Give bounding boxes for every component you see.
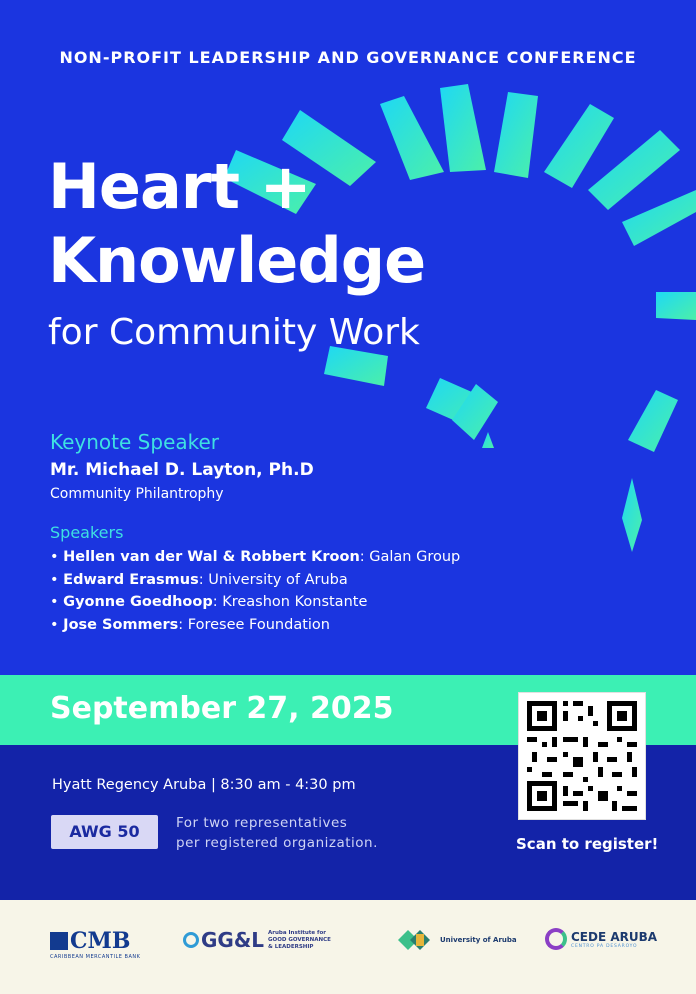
- keynote-name: Mr. Michael D. Layton, Ph.D: [50, 460, 314, 480]
- cmb-logo-mark: [50, 928, 140, 954]
- speaker-org: Kreashon Konstante: [222, 594, 368, 610]
- speaker-org: Foresee Foundation: [187, 616, 330, 633]
- ggl-subtitle-line-1: Aruba Institute for: [268, 929, 326, 936]
- hero-line-3: for Community Work: [48, 312, 420, 353]
- ua-name: University of Aruba: [440, 936, 517, 944]
- conference-title: NON-PROFIT LEADERSHIP AND GOVERNANCE CONFERENCE: [59, 48, 637, 67]
- speaker-name: Hellen van der Wal & Robbert Kroon: [63, 549, 360, 565]
- speaker-item: • Edward Erasmus: University of Aruba: [50, 571, 348, 588]
- cede-subtitle: CENTRO PA DESAROYO: [571, 943, 638, 949]
- price-badge: AWG 50: [51, 815, 158, 849]
- speaker-item: • Jose Sommers: Foresee Foundation: [50, 616, 330, 633]
- cmb-subtitle: CARIBBEAN MERCANTILE BANK: [50, 954, 141, 960]
- ggl-logo: [183, 928, 331, 952]
- speaker-item: • Hellen van der Wal & Robbert Kroon: Galan Group: [50, 549, 461, 565]
- speaker-name: Jose Sommers: [63, 616, 179, 633]
- speakers-section: [50, 523, 460, 636]
- ggl-subtitle-line-2: GOOD GOVERNANCE: [268, 936, 331, 943]
- speaker-org: Galan Group: [369, 549, 461, 565]
- price-note: [176, 813, 378, 853]
- keynote-org: Community Philantrophy: [50, 486, 224, 502]
- hero-line-2: Knowledge: [48, 224, 426, 297]
- ggl-subtitle: [268, 930, 331, 951]
- speaker-item: • Gyonne Goedhoop: Kreashon Konstante: [50, 594, 368, 610]
- speaker-org: University of Aruba: [208, 571, 348, 588]
- cede-logo: [545, 928, 657, 950]
- qr-code-icon[interactable]: [518, 692, 646, 820]
- price-note-line-1: For two representatives: [176, 815, 348, 831]
- hero-heading: [48, 150, 425, 353]
- qr-pattern: [519, 693, 645, 819]
- cede-name: CEDE ARUBA: [571, 929, 658, 944]
- cede-ring-icon: [545, 928, 567, 950]
- scan-label: Scan to register!: [516, 835, 659, 853]
- speakers-label: Speakers: [50, 523, 124, 542]
- speaker-name: Gyonne Goedhoop: [63, 594, 213, 610]
- keynote-section: [50, 430, 314, 502]
- ggl-subtitle-line-3: & LEADERSHIP: [268, 943, 314, 950]
- event-date: September 27, 2025: [50, 691, 394, 726]
- cmb-logo: [50, 928, 140, 960]
- speaker-name: Edward Erasmus: [63, 571, 199, 588]
- ua-logo: [396, 928, 517, 952]
- sponsor-footer: [0, 900, 696, 994]
- price-note-line-2: per registered organization.: [176, 835, 378, 851]
- ggl-name: GG&L: [201, 928, 265, 952]
- hero-line-1: Heart +: [48, 150, 311, 223]
- ua-crest-icon: [396, 928, 436, 952]
- circle-icon: [183, 932, 199, 948]
- event-venue: Hyatt Regency Aruba | 8:30 am - 4:30 pm: [52, 777, 356, 793]
- shield-icon: [50, 932, 68, 950]
- cmb-name: CMB: [70, 928, 131, 954]
- keynote-label: Keynote Speaker: [50, 430, 220, 454]
